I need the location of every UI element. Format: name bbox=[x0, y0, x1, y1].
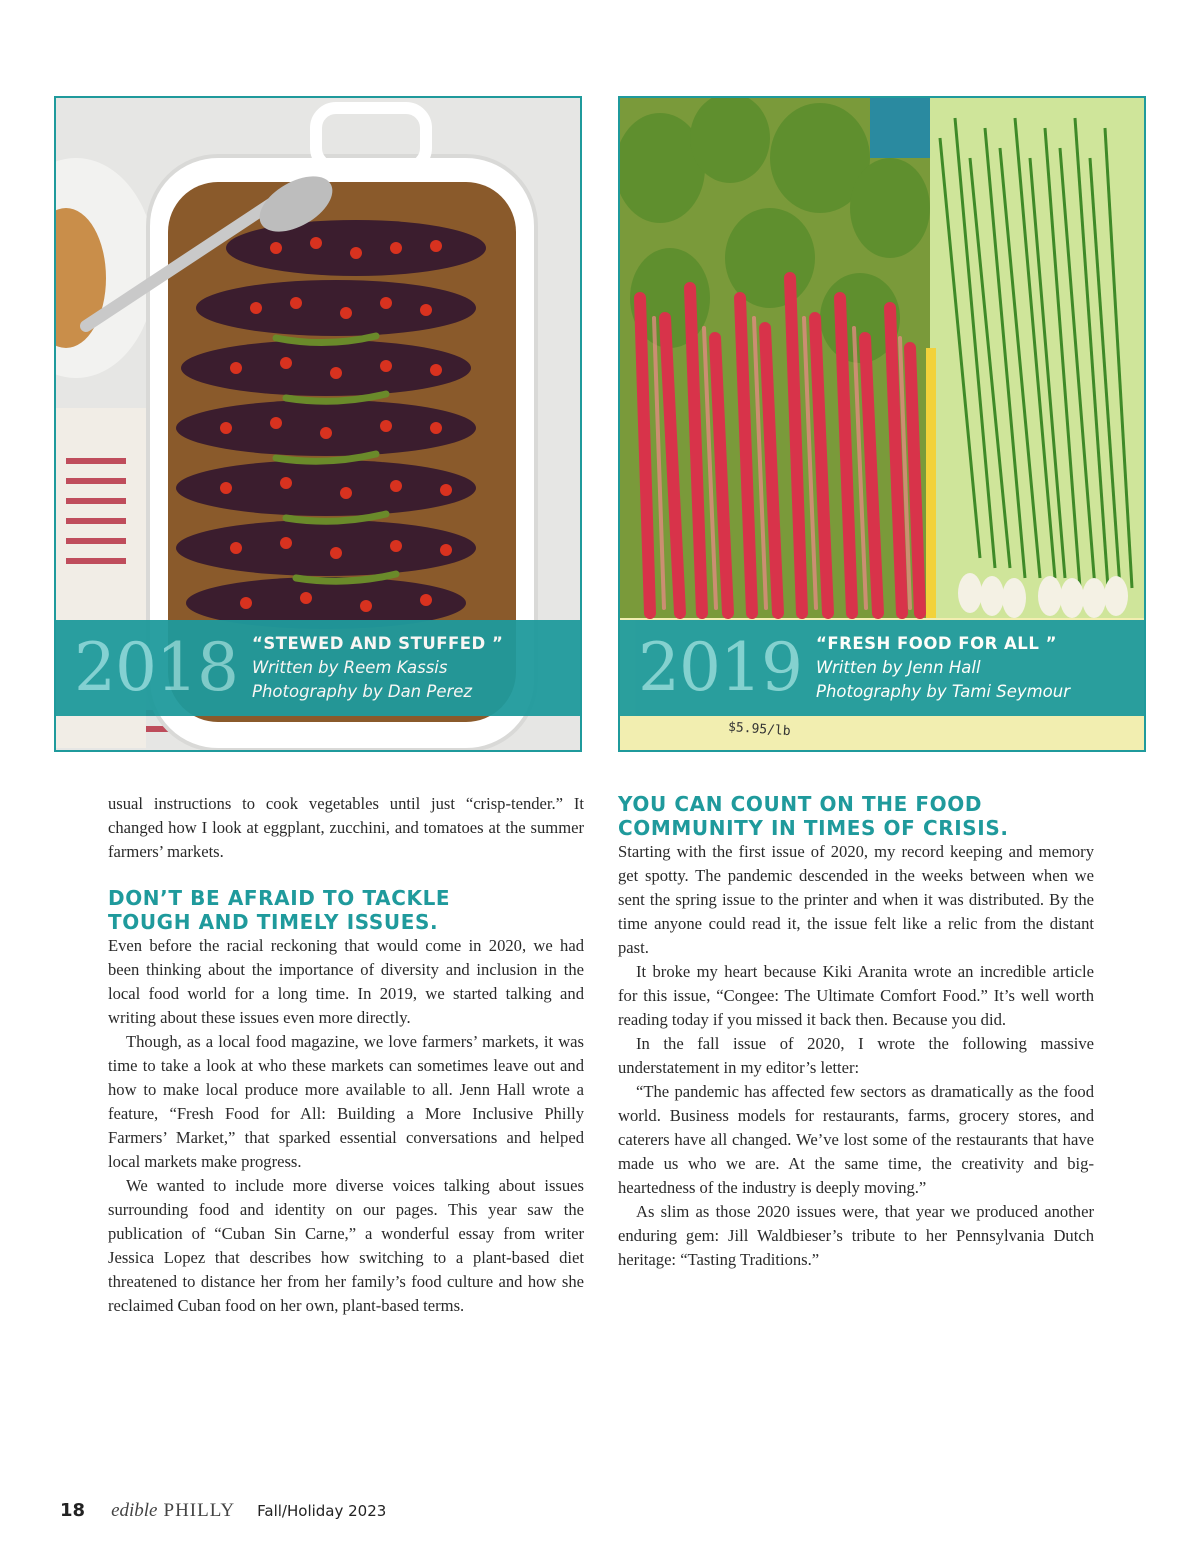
heading-line: TOUGH AND TIMELY ISSUES. bbox=[108, 910, 439, 934]
caption-band-2019 bbox=[620, 620, 1144, 716]
magazine-name-edible: edible bbox=[111, 1500, 158, 1521]
writer-credit: Written by Jenn Hall bbox=[816, 658, 981, 677]
writer-credit: Written by Reem Kassis bbox=[252, 658, 448, 677]
right-column bbox=[618, 792, 1094, 1272]
intro-paragraph: usual instructions to cook vegetables until just “crisp-tender.” It changed how I look at eggplant, zucchini, and tomatoes at the summer farmers’ markets. bbox=[108, 794, 584, 861]
photographer-credit: Photography by Dan Perez bbox=[252, 682, 473, 701]
heading-line: YOU CAN COUNT ON THE FOOD bbox=[618, 792, 983, 816]
photo-2019-frame bbox=[618, 96, 1146, 752]
photo-2018-frame bbox=[54, 96, 582, 752]
story-title: “FRESH FOOD FOR ALL ” bbox=[816, 634, 1057, 653]
heading-line: DON’T BE AFRAID TO TACKLE bbox=[108, 886, 451, 910]
year-label: 2018 bbox=[74, 629, 238, 706]
page-number: 18 bbox=[60, 1500, 86, 1521]
caption-text bbox=[816, 632, 1070, 704]
caption-text bbox=[252, 632, 503, 704]
price-tag: $5.95/lb bbox=[727, 719, 792, 740]
story-title: “STEWED AND STUFFED ” bbox=[252, 634, 504, 653]
caption-band-2018 bbox=[56, 620, 580, 716]
magazine-name-philly: PHILLY bbox=[163, 1500, 236, 1521]
year-label: 2019 bbox=[638, 629, 802, 706]
page-footer bbox=[60, 1500, 386, 1530]
left-column bbox=[108, 792, 584, 1318]
section-heading bbox=[108, 886, 584, 934]
heading-line: COMMUNITY IN TIMES OF CRISIS. bbox=[618, 816, 1009, 840]
body-paragraph: As slim as those 2020 issues were, that year we produced another enduring gem: Jill Waldbieser’s tribute to her Pennsylvania Dutch heritage: “Tasting Traditions.” bbox=[618, 1202, 1094, 1269]
body-paragraph: Even before the racial reckoning that would come in 2020, we had been thinking about the importance of diversity and inclusion in the local food world for a long time. In 2019, we started talking and writing about these issues even more directly. bbox=[108, 936, 584, 1027]
photographer-credit: Photography by Tami Seymour bbox=[816, 682, 1071, 701]
body-paragraph: Though, as a local food magazine, we love farmers’ markets, it was time to take a look at who these markets can sometimes leave out and how to make local produce more available to all. Jenn Hall wrote a feature, “Fresh Food for All: Building a More Inclusive Philly Farmers’ Market,” that sparked essential conversations and helped local markets make progress. bbox=[108, 1032, 584, 1171]
body-paragraph: It broke my heart because Kiki Aranita wrote an incredible article for this issue, “Congee: The Ultimate Comfort Food.” It’s well worth reading today if you missed it back then. Because you did. bbox=[618, 962, 1094, 1029]
section-heading bbox=[618, 792, 1094, 840]
quote-paragraph: “The pandemic has affected few sectors as dramatically as the food world. Business models for restaurants, farms, grocery stores, and caterers have all changed. We’ve lost some of the restaurants that have made us who we are. At the same time, the creativity and big-heartedness of the industry is deeply moving.” bbox=[618, 1082, 1094, 1197]
issue-label: Fall/Holiday 2023 bbox=[257, 1502, 387, 1520]
body-paragraph: Starting with the first issue of 2020, my record keeping and memory get spotty. The pandemic descended in the weeks between when we sent the spring issue to the printer and when it was distributed. By the time anyone could read it, the issue felt like a relic from the distant past. bbox=[618, 842, 1094, 957]
body-paragraph: In the fall issue of 2020, I wrote the following massive understatement in my editor’s letter: bbox=[618, 1034, 1094, 1077]
body-paragraph: We wanted to include more diverse voices talking about issues surrounding food and identity on our pages. This year saw the publication of “Cuban Sin Carne,” a wonderful essay from writer Jessica Lopez that describes how switching to a plant-based diet threatened to distance her from her family’s food culture and how she reclaimed Cuban food on her own, plant-based terms. bbox=[108, 1176, 584, 1315]
